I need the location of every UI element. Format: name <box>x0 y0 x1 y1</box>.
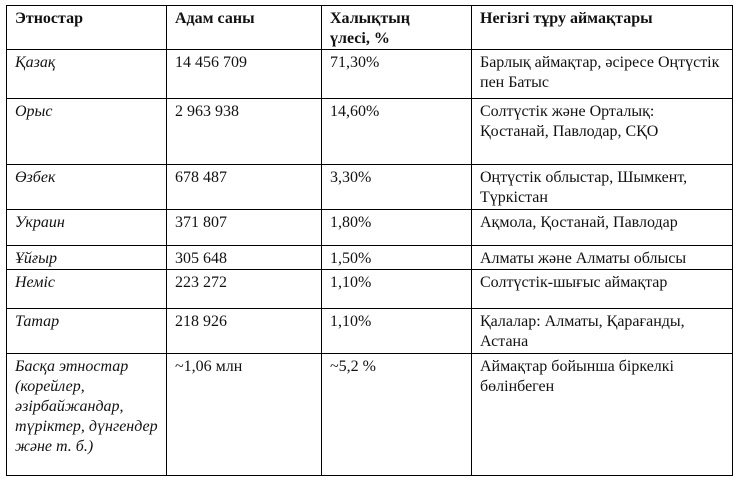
cell-population: 218 926 <box>167 309 322 354</box>
cell-ethnos: Украин <box>7 210 167 246</box>
table-row <box>7 99 733 165</box>
cell-ethnos: Өзбек <box>7 165 167 210</box>
cell-population: 305 648 <box>167 246 322 270</box>
header-share <box>322 6 472 50</box>
cell-share: 71,30% <box>322 50 472 99</box>
cell-share: 1,10% <box>322 270 472 309</box>
cell-population: 678 487 <box>167 165 322 210</box>
cell-ethnos: Қазақ <box>7 50 167 99</box>
ethnic-groups-table <box>6 5 733 476</box>
cell-share: 14,60% <box>322 99 472 165</box>
cell-regions: Алматы және Алматы облысы <box>472 246 733 270</box>
cell-regions: Ақмола, Қостанай, Павлодар <box>472 210 733 246</box>
table-row <box>7 246 733 270</box>
cell-population: 371 807 <box>167 210 322 246</box>
cell-population: 2 963 938 <box>167 99 322 165</box>
cell-ethnos: Неміс <box>7 270 167 309</box>
cell-ethnos: Басқа этностар (корейлер, әзірбайжандар, түріктер, дүнгендер және т. б.) <box>7 354 167 476</box>
table-header-row <box>7 6 733 50</box>
cell-regions: Аймақтар бойынша біркелкі бөлінбеген <box>472 354 733 476</box>
table-row <box>7 50 733 99</box>
cell-regions: Барлық аймақтар, әсіресе Оңтүстік пен Батыс <box>472 50 733 99</box>
header-regions: Негізгі тұру аймақтары <box>472 6 733 50</box>
cell-share: 1,10% <box>322 309 472 354</box>
cell-ethnos: Ұйғыр <box>7 246 167 270</box>
cell-ethnos: Орыс <box>7 99 167 165</box>
header-share-line2: үлесі, % <box>330 30 390 47</box>
cell-regions: Солтүстік-шығыс аймақтар <box>472 270 733 309</box>
cell-share: ~5,2 % <box>322 354 472 476</box>
cell-share: 1,80% <box>322 210 472 246</box>
cell-share: 3,30% <box>322 165 472 210</box>
cell-regions: Солтүстік және Орталық: Қостанай, Павлодар, СҚО <box>472 99 733 165</box>
table-row <box>7 165 733 210</box>
cell-population: 223 272 <box>167 270 322 309</box>
cell-regions: Қалалар: Алматы, Қарағанды, Астана <box>472 309 733 354</box>
table-row <box>7 309 733 354</box>
cell-regions: Оңтүстік облыстар, Шымкент, Түркістан <box>472 165 733 210</box>
header-share-line1: Халықтың <box>330 10 410 27</box>
header-population: Адам саны <box>167 6 322 50</box>
header-ethnos: Этностар <box>7 6 167 50</box>
cell-population: 14 456 709 <box>167 50 322 99</box>
table-row <box>7 210 733 246</box>
table-row <box>7 354 733 476</box>
cell-share: 1,50% <box>322 246 472 270</box>
cell-ethnos: Татар <box>7 309 167 354</box>
table-row <box>7 270 733 309</box>
cell-population: ~1,06 млн <box>167 354 322 476</box>
